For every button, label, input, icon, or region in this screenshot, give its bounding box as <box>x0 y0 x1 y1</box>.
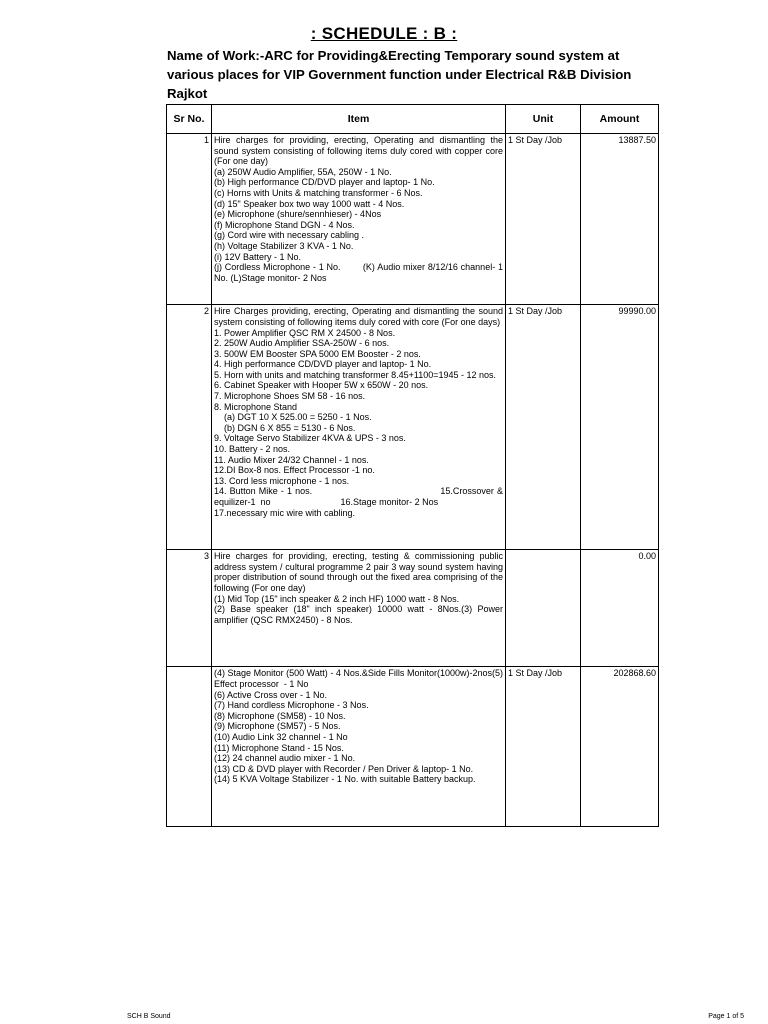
item-line: (14) 5 KVA Voltage Stabilizer - 1 No. with suitable Battery backup. <box>214 774 476 785</box>
item-line: 3. 500W EM Booster SPA 5000 EM Booster - 2 nos. <box>214 348 421 359</box>
col-header-unit: Unit <box>506 105 581 134</box>
table-header-row <box>167 105 659 134</box>
item-line: 5. Horn with units and matching transformer 8.45+1100=1945 - 12 nos. <box>214 369 497 380</box>
item-line: (6) Active Cross over - 1 No. <box>214 689 328 700</box>
row-item <box>212 550 506 626</box>
table-row <box>167 134 659 284</box>
item-line: Hire charges for providing, erecting, Operating and dismantling the sound system consisting of following items duly cored with copper core (For one day) <box>214 135 506 167</box>
item-line: 14. Button Mike - 1 nos. 15.Crossover & equilizer-1 no 16.Stage monitor- 2 Nos <box>214 486 506 507</box>
row-unit <box>506 550 581 626</box>
item-line: (4) Stage Monitor (500 Watt) - 4 Nos.&Side Fills Monitor(1000w)-2nos(5) Effect processor - 1 No <box>214 668 506 689</box>
item-line: 1. Power Amplifier QSC RM X 24500 - 8 Nos. <box>214 327 396 338</box>
row-amount: 13887.50 <box>581 134 659 284</box>
item-line: (2) Base speaker (18" inch speaker) 10000 watt - 8Nos.(3) Power amplifier (QSC RMX2450) - 8 Nos. <box>214 604 506 625</box>
item-line: (b) High performance CD/DVD player and laptop- 1 No. <box>214 177 435 188</box>
item-line: (a) 250W Audio Amplifier, 55A, 250W - 1 No. <box>214 166 392 177</box>
item-line: (13) CD & DVD player with Recorder / Pen Driver & laptop- 1 No. <box>214 763 474 774</box>
col-header-sr: Sr No. <box>167 105 212 134</box>
item-line: (9) Microphone (SM57) - 5 Nos. <box>214 721 341 732</box>
item-line: (7) Hand cordless Microphone - 3 Nos. <box>214 700 369 711</box>
item-line: Hire Charges providing, erecting, Operating and dismantling the sound system consisting of following items duly cored with core (For one days) <box>214 306 506 327</box>
item-line: 11. Audio Mixer 24/32 Channel - 1 nos. <box>214 454 369 465</box>
row-item <box>212 305 506 518</box>
row-item <box>212 134 506 284</box>
item-line: Hire charges for providing, erecting, testing & commissioning public address system / cultural programme 2 pair 3 way sound system having proper distribution of sound through out the fixed area comprising of the following (For one day) <box>214 551 506 593</box>
row-sr <box>167 667 212 827</box>
item-line: (g) Cord wire with necessary cabling . <box>214 230 365 241</box>
item-line: (h) Voltage Stabilizer 3 KVA - 1 No. <box>214 240 354 251</box>
row-spacer <box>167 625 659 667</box>
item-line: (d) 15" Speaker box two way 1000 watt - 4 Nos. <box>214 198 405 209</box>
row-unit: 1 St Day /Job <box>506 305 581 518</box>
item-line: 6. Cabinet Speaker with Hooper 5W x 650W - 20 nos. <box>214 380 429 391</box>
item-line: (12) 24 channel audio mixer - 1 No. <box>214 753 356 764</box>
row-sr: 3 <box>167 550 212 626</box>
item-line: 7. Microphone Shoes SM 58 - 16 nos. <box>214 391 366 402</box>
table-row <box>167 550 659 626</box>
row-item <box>212 667 506 827</box>
item-line: 8. Microphone Stand <box>214 401 298 412</box>
item-line: (1) Mid Top (15" inch speaker & 2 inch HF) 1000 watt - 8 Nos. <box>214 593 460 604</box>
row-spacer <box>167 283 659 305</box>
schedule-table <box>166 104 659 827</box>
item-line: 12.DI Box-8 nos. Effect Processor -1 no. <box>214 465 375 476</box>
item-line: (11) Microphone Stand - 15 Nos. <box>214 742 344 753</box>
table-row <box>167 305 659 518</box>
col-header-amount: Amount <box>581 105 659 134</box>
col-header-item: Item <box>212 105 506 134</box>
row-unit: 1 St Day /Job <box>506 134 581 284</box>
footer-doc-name: SCH B Sound <box>127 1013 171 1020</box>
row-amount: 0.00 <box>581 550 659 626</box>
item-line: (j) Cordless Microphone - 1 No. (K) Audio mixer 8/12/16 channel- 1 No. (L)Stage monitor- 2 Nos <box>214 262 506 283</box>
table-row <box>167 667 659 827</box>
item-line: (f) Microphone Stand DGN - 4 Nos. <box>214 219 355 230</box>
page-title: : SCHEDULE : B : <box>310 24 458 43</box>
footer-page-number: Page 1 of 5 <box>708 1013 744 1020</box>
row-amount: 99990.00 <box>581 305 659 518</box>
row-unit: 1 St Day /Job <box>506 667 581 827</box>
item-line: (a) DGT 10 X 525.00 = 5250 - 1 Nos. <box>214 412 372 423</box>
item-line: 13. Cord less microphone - 1 nos. <box>214 475 350 486</box>
item-line: (10) Audio Link 32 channel - 1 No <box>214 731 348 742</box>
item-line: (b) DGN 6 X 855 = 5130 - 6 Nos. <box>214 422 356 433</box>
item-line: 17.necessary mic wire with cabling. <box>214 507 356 518</box>
item-line: (e) Microphone (shure/sennhieser) - 4Nos <box>214 209 382 220</box>
item-line: 10. Battery - 2 nos. <box>214 444 291 455</box>
row-amount: 202868.60 <box>581 667 659 827</box>
row-spacer <box>167 518 659 550</box>
item-line: 9. Voltage Servo Stabilizer 4KVA & UPS - 3 nos. <box>214 433 406 444</box>
name-of-work: Name of Work:-ARC for Providing&Erecting Temporary sound system at various places for VIP Government function under Electrical R&B Division Rajkot <box>167 48 632 101</box>
item-line: 4. High performance CD/DVD player and laptop- 1 No. <box>214 359 432 370</box>
item-line: (i) 12V Battery - 1 No. <box>214 251 302 262</box>
row-sr: 2 <box>167 305 212 518</box>
item-line: 2. 250W Audio Amplifier SSA-250W - 6 nos. <box>214 338 390 349</box>
item-line: (c) Horns with Units & matching transformer - 6 Nos. <box>214 187 423 198</box>
item-line: (8) Microphone (SM58) - 10 Nos. <box>214 710 346 721</box>
row-sr: 1 <box>167 134 212 284</box>
